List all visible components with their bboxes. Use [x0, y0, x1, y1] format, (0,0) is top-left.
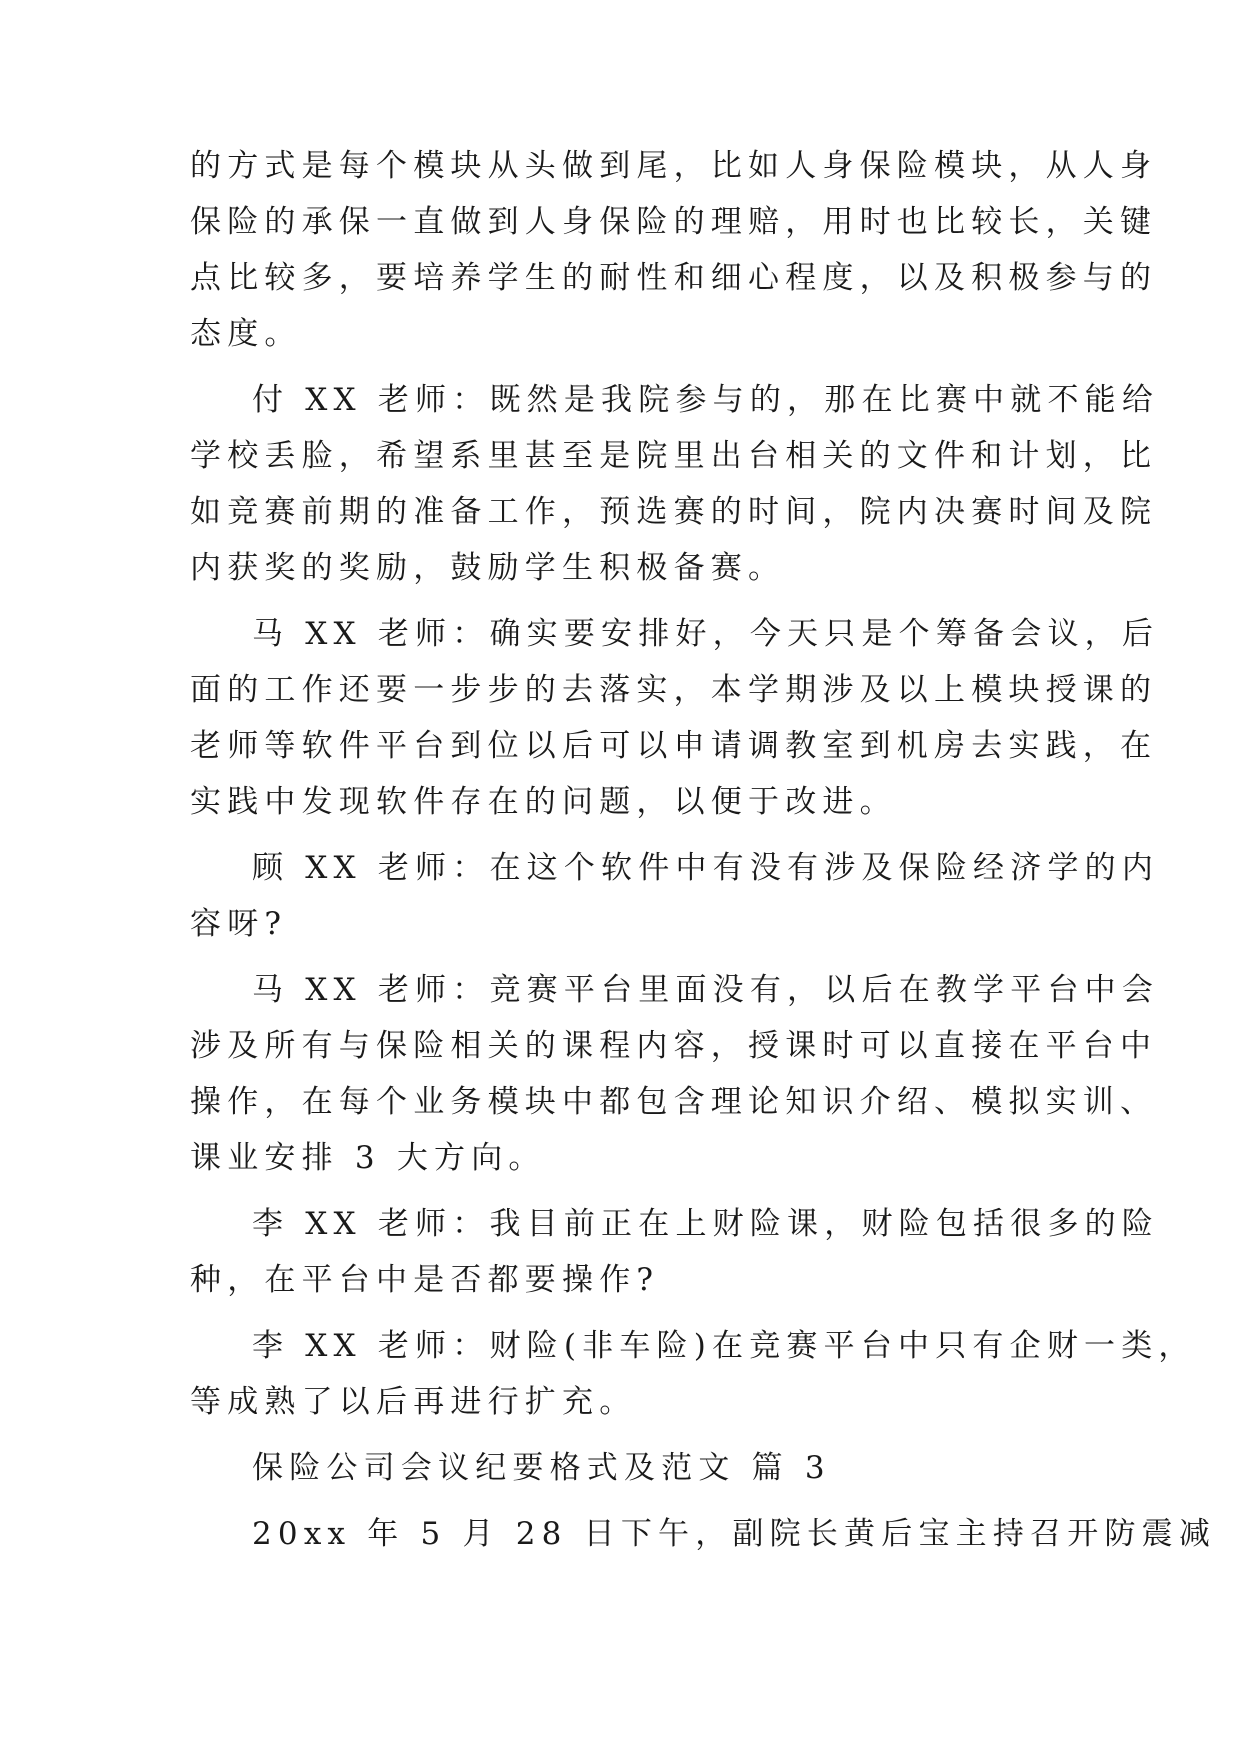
text-line: 操作，在每个业务模块中都包含理论知识介绍、模拟实训、	[190, 1084, 1158, 1120]
text-line: 老师等软件平台到位以后可以申请调教室到机房去实践，在	[190, 728, 1158, 764]
text-line: 点比较多，要培养学生的耐性和细心程度，以及积极参与的	[190, 260, 1158, 296]
text-line: 李 XX 老师：我目前正在上财险课，财险包括很多的险	[252, 1206, 1160, 1242]
text-line: 内获奖的奖励，鼓励学生积极备赛。	[190, 550, 786, 586]
text-line: 保险的承保一直做到人身保险的理赔，用时也比较长，关键	[190, 204, 1158, 240]
text-line: 态度。	[190, 316, 302, 352]
text-line: 面的工作还要一步步的去落实，本学期涉及以上模块授课的	[190, 672, 1158, 708]
text-line: 顾 XX 老师：在这个软件中有没有涉及保险经济学的内	[252, 850, 1160, 886]
text-line: 容呀?	[190, 906, 288, 942]
text-line: 马 XX 老师：竞赛平台里面没有，以后在教学平台中会	[252, 972, 1160, 1008]
text-line: 实践中发现软件存在的问题，以便于改进。	[190, 784, 897, 820]
text-line: 如竞赛前期的准备工作，预选赛的时间，院内决赛时间及院	[190, 494, 1158, 530]
text-line: 的方式是每个模块从头做到尾，比如人身保险模块，从人身	[190, 148, 1158, 184]
text-line: 20xx 年 5 月 28 日下午，副院长黄后宝主持召开防震减	[252, 1516, 1217, 1552]
text-line: 等成熟了以后再进行扩充。	[190, 1384, 637, 1420]
text-line: 马 XX 老师：确实要安排好，今天只是个筹备会议，后	[252, 616, 1160, 652]
text-line: 种，在平台中是否都要操作?	[190, 1262, 660, 1298]
text-line: 涉及所有与保险相关的课程内容，授课时可以直接在平台中	[190, 1028, 1158, 1064]
text-line: 学校丢脸，希望系里甚至是院里出台相关的文件和计划，比	[190, 438, 1158, 474]
text-line: 李 XX 老师：财险(非车险)在竞赛平台中只有企财一类，	[252, 1328, 1196, 1364]
text-line: 付 XX 老师：既然是我院参与的，那在比赛中就不能给	[252, 382, 1160, 418]
section-heading: 保险公司会议纪要格式及范文 篇 3	[252, 1450, 831, 1486]
text-line: 课业安排 3 大方向。	[190, 1140, 546, 1176]
